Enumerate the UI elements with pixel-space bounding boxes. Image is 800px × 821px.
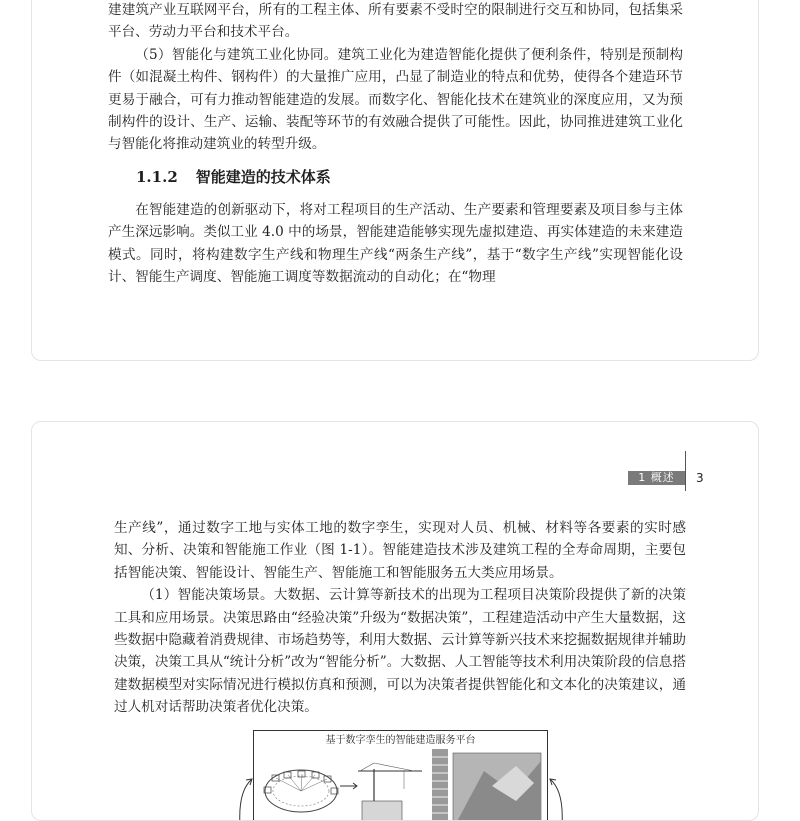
paragraph: （5）智能化与建筑工业化协同。建筑工业化为建造智能化提供了便利条件，特别是预制构件（如混凝土构件、钢构件）的大量推广应用，凸显了制造业的特点和优势，使得各个建造环节更易于融合，可有力推动智能建造的发展。而数字化、智能化技术在建筑业的深度应用，又为预制构件的设计、生产、运输、装配等环节的有效融合提供了可能性。因此，协同推进建筑工业化与智能化将推动建筑业的转型升级。 [108, 46, 683, 153]
page-number: 3 [696, 471, 704, 485]
figure-1-1 [253, 730, 548, 821]
paragraph: （1）智能决策场景。大数据、云计算等新技术的出现为工程项目决策阶段提供了新的决策工具和应用场景。决策思路由“经验决策”升级为“数据决策”，工程建造活动中产生大量数据，这些数据中隐藏着消费规律、市场趋势等，利用大数据、云计算等新兴技术来挖掘数据规律并辅助决策，决策工具从“统计分析”改为“智能分析”。大数据、人工智能等技术利用决策阶段的信息搭建数据模型对实际情况进行模拟仿真和预测，可以为决策者提供智能化和文本化的决策建议，通过人机对话帮助决策者优化决策。 [114, 587, 686, 716]
curved-arrow-right [548, 777, 570, 821]
section-heading [108, 165, 683, 189]
page-2 [31, 421, 759, 821]
running-head [628, 451, 758, 491]
section-number: 1.1.2 [136, 167, 178, 186]
curved-arrow-left [232, 777, 254, 821]
page-1 [31, 0, 759, 361]
figure-title: 基于数字孪生的智能建造服务平台 [325, 735, 476, 746]
paragraph: 在智能建造的创新驱动下，将对工程项目的生产活动、生产要素和管理要素及项目参与主体产生深远影响。类似工业 4.0 中的场景，智能建造能够实现先虚拟建造、再实体建造的未来建造模式。同时，将构建数字生产线和物理生产线“两条生产线”，基于“数字生产线”实现智能化设计、智能生产调度、智能施工调度等数据流动的自动化；在“物理 [108, 201, 683, 286]
section-title: 智能建造的技术体系 [195, 167, 331, 186]
page-1-body [108, 0, 683, 288]
paragraph: 建建筑产业互联网平台，所有的工程主体、所有要素不受时空的限制进行交互和协同，包括集采平台、劳动力平台和技术平台。 [108, 2, 683, 41]
paragraph: 生产线”，通过数字工地与实体工地的数字孪生，实现对人员、机械、材料等各要素的实时感知、分析、决策和智能施工作业（图 1-1）。智能建造技术涉及建筑工程的全寿命周期，主要包括智能决策、智能设计、智能生产、智能施工和智能服务五大类应用场景。 [114, 520, 686, 581]
page-2-body [114, 517, 686, 719]
running-head-divider [685, 451, 686, 491]
chapter-label: 1 概述 [628, 471, 685, 485]
